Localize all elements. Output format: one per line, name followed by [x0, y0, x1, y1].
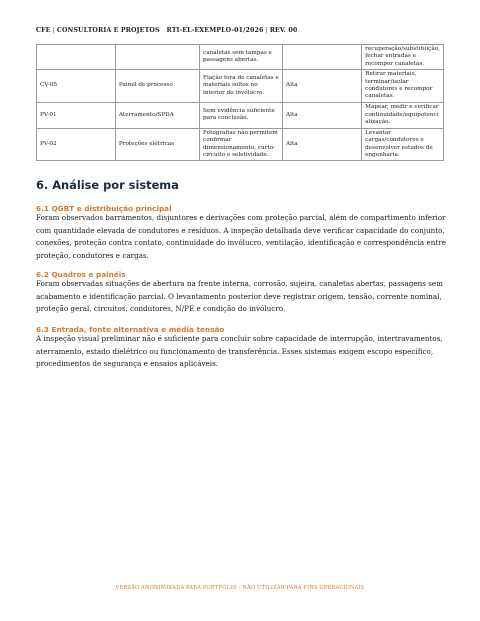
header-separator: |: [265, 27, 268, 34]
cell-id: PV-01: [37, 102, 116, 128]
header-division: CONSULTORIA E PROJETOS: [56, 27, 160, 34]
table-row: [37, 128, 444, 161]
subsection-title-entrada: 6.3 Entrada, fonte alternativa e média tensão: [36, 325, 225, 334]
header-doc-code: RTI-EL-EXEMPLO-01/2026: [166, 27, 264, 34]
header-separator: |: [52, 27, 55, 34]
subsection-text-entrada: A inspeção visual preliminar não é suficiente para concluir sobre capacidade de interrupção, intertravamentos, aterramento, estado dielétrico ou funcionamento de transferência. Esses sistemas exigem escopo específico, procedimentos de segurança e ensaios aplicáveis.: [36, 334, 443, 369]
cell-area: [115, 45, 199, 70]
cell-risk: Alta: [283, 70, 362, 103]
subsection-text-qgbt: Foram observados barramentos, disjuntores e derivações com proteção parcial, além de compartimento inferior com quantidade elevada de condutores e resíduos. A inspeção detalhada deve verificar capacidade do conjunto, conexões, proteção contra contato, continuidade do invólucro, ventilação, identificação e correspondência entre proteção, condutores e cargas.: [36, 213, 446, 261]
table-row: [37, 70, 444, 103]
cell-risk: Alta: [283, 128, 362, 161]
cell-risk: Alta: [283, 102, 362, 128]
section-title: 6. Análise por sistema: [36, 178, 179, 192]
cell-finding: Fotografias não permitem confirmar dimensionamento, curto-circuito e seletividade.: [200, 128, 283, 161]
cell-area: Proteções elétricas: [115, 128, 199, 161]
cell-id: CV-05: [37, 70, 116, 103]
subsection-title-quadros: 6.2 Quadros e painéis: [36, 270, 126, 279]
subsection-title-qgbt: 6.1 QGBT e distribuição principal: [36, 204, 172, 213]
page-header: [36, 27, 297, 34]
cell-finding: Sem evidência suficiente para conclusão.: [200, 102, 283, 128]
cell-action: Mapear, medir e verificar continuidade/equipotenci alização.: [362, 102, 444, 128]
cell-finding: Fiação fora de canaletas e materiais soltos no interior do invólucro.: [200, 70, 283, 103]
cell-action: recuperação/substituição, fechar entradas e recompor canaletas.: [362, 45, 444, 70]
header-revision: REV. 00: [269, 27, 298, 34]
cell-action: Retirar materiais, terminar/isolar condutores e recompor canaletas.: [362, 70, 444, 103]
findings-table: [36, 44, 444, 161]
table-row: [37, 102, 444, 128]
table-row: [37, 45, 444, 70]
cell-id: [37, 45, 116, 70]
subsection-text-quadros: Foram observadas situações de abertura na frente interna, corrosão, sujeira, canaletas abertas, passagens sem acabamento e identificação parcial. O levantamento posterior deve registrar origem, tensão, corrente nominal, proteção geral, circuitos, condutores, N/PE e condição do invólucro.: [36, 279, 443, 314]
cell-area: Aterramento/SPDA: [115, 102, 199, 128]
footer-disclaimer: VERSÃO ANONIMIZADA PARA PORTFÓLIO - NÃO UTILIZAR PARA FINS OPERACIONAIS: [115, 585, 365, 591]
cell-id: PV-02: [37, 128, 116, 161]
cell-area: Painel de processo: [115, 70, 199, 103]
header-company: CFE: [36, 27, 51, 34]
cell-finding: canaletas sem tampas e passagens abertas.: [200, 45, 283, 70]
cell-action: Levantar cargas/condutores e desenvolver estudos de engenharia.: [362, 128, 444, 161]
cell-risk: [283, 45, 362, 70]
